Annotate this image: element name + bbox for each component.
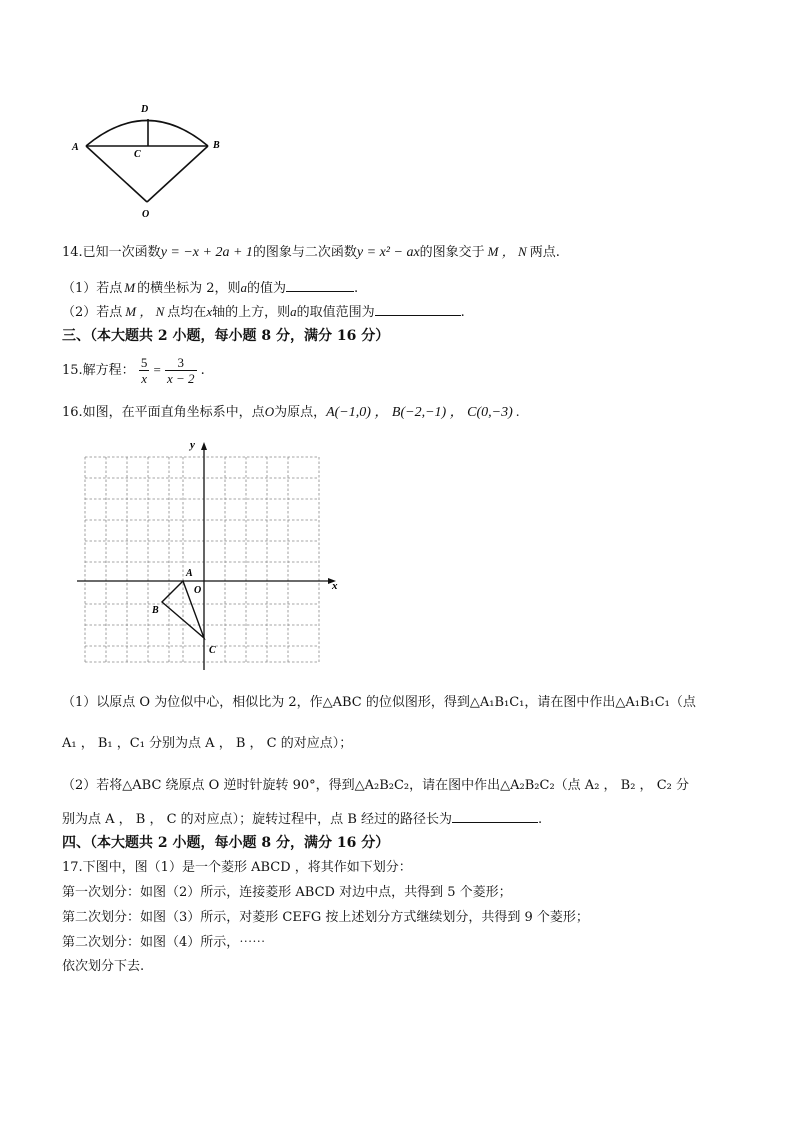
label-point-a: A: [186, 568, 193, 579]
label-a: A: [72, 142, 79, 153]
q16-coordinates: A(−1,0) ， B(−2,−1) ， C(0,−3) .: [326, 405, 520, 420]
q16-part1-line1: （1）以原点 O 为位似中心，相似比为 2，作△ABC 的位似图形，得到△A₁B₁C₁，请在图中作出△A₁B₁C₁（点: [62, 695, 696, 710]
y-axis-arrow: [201, 442, 207, 450]
q14-part1-answer-blank[interactable]: [286, 279, 354, 292]
label-c: C: [134, 149, 141, 160]
q14-stem: 14.已知一次函数y = −x + 2a + 1的图象与二次函数y = x² − ax的图象交于 M ， N 两点.: [62, 244, 560, 260]
label-x-axis: x: [332, 580, 338, 592]
q16-part2-line1: （2）若将△ABC 绕原点 O 逆时针旋转 90°，得到△A₂B₂C₂，请在图中作出△A₂B₂C₂（点 A₂ ， B₂ ， C₂ 分: [62, 778, 689, 793]
q14-part2-answer-blank[interactable]: [375, 303, 461, 316]
section4-heading: 四、（本大题共 2 小题，每小题 8 分，满分 16 分）: [62, 835, 390, 851]
label-y-axis: y: [190, 439, 195, 451]
q14-part1: （1）若点 M 的横坐标为 2，则a的值为 .: [62, 280, 359, 296]
label-b: B: [213, 140, 220, 151]
radius-bo: [147, 146, 208, 202]
label-point-c: C: [209, 645, 216, 656]
q14-part2: （2）若点 M ， N 点均在x轴的上方，则a的取值范围为 .: [62, 304, 465, 320]
q17-line2: 第一次划分：如图（2）所示，连接菱形 ABCD 对边中点，共得到 5 个菱形；: [62, 885, 512, 900]
label-o: O: [142, 209, 150, 220]
q15-right-fraction: $\frac{3}{x - 2}$: [166, 355, 195, 386]
coordinate-grid-figure: [70, 436, 345, 672]
q17-line1: 17.下图中，图（1）是一个菱形 ABCD ，将其作如下划分：: [62, 860, 412, 875]
q16-path-length-blank[interactable]: [452, 810, 538, 823]
label-point-b: B: [152, 605, 159, 616]
sector-figure: [62, 98, 232, 223]
q16-part2-line2: 别为点 A ， B ， C 的对应点）；旋转过程中，点 B 经过的路径长为 .: [62, 812, 543, 827]
q15-stem: 15.解方程： $\frac{5}{x}$ = $\frac{3}{x - 2}$ .: [62, 355, 205, 386]
q15-left-fraction: $\frac{5}{x}$: [140, 355, 148, 386]
q14-linear-function: y = −x + 2a + 1: [160, 245, 253, 260]
q16-stem: 16.如图，在平面直角坐标系中，点O为原点，A(−1,0) ， B(−2,−1) ， C(0,−3) .: [62, 404, 520, 420]
q16-part1-line2: A₁ ， B₁ ，C₁ 分别为点 A ， B ， C 的对应点）；: [62, 736, 353, 751]
q17-line3: 第二次划分：如图（3）所示，对菱形 CEFG 按上述划分方式继续划分，共得到 9 个菱形；: [62, 910, 589, 925]
section3-heading: 三、（本大题共 2 小题，每小题 8 分，满分 16 分）: [62, 328, 390, 344]
label-origin: O: [194, 585, 202, 596]
q17-line4: 第二次划分：如图（4）所示，⋯⋯: [62, 935, 266, 950]
sector-arc: [86, 121, 208, 147]
label-d: D: [141, 104, 149, 115]
q14-quadratic-function: y = x² − ax: [356, 245, 420, 260]
q17-line5: 依次划分下去.: [62, 959, 145, 974]
